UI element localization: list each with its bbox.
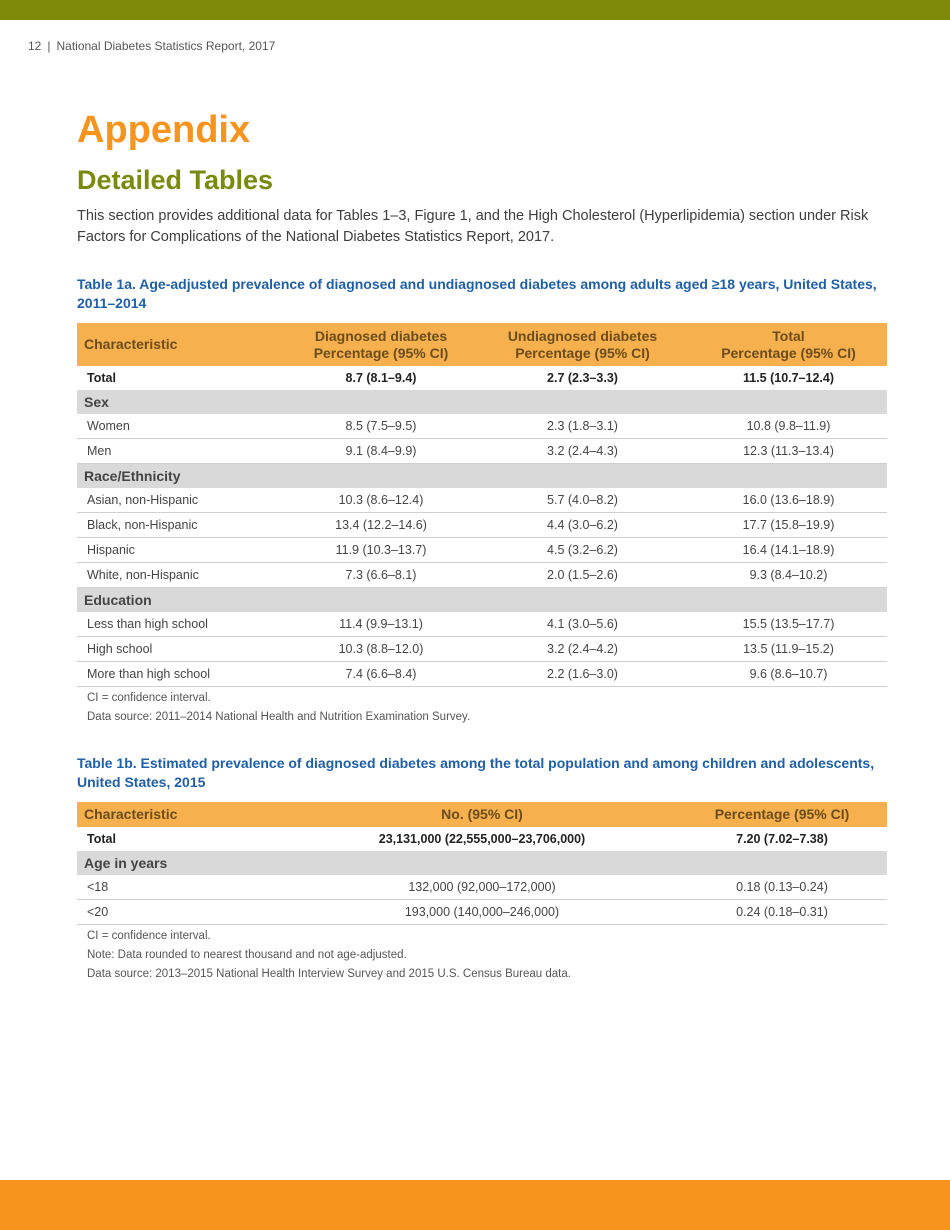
section-label: Age in years xyxy=(77,851,887,875)
header-characteristic: Characteristic xyxy=(77,323,287,366)
table-cell: 11.9 (10.3–13.7) xyxy=(287,538,475,563)
table-cell: 7.4 (6.6–8.4) xyxy=(287,662,475,687)
header-number: No. (95% CI) xyxy=(287,802,677,827)
table-cell: 9.3 (8.4–10.2) xyxy=(690,563,887,588)
table-cell: 9.1 (8.4–9.9) xyxy=(287,439,475,464)
table-note: CI = confidence interval. xyxy=(87,930,211,942)
table-cell: 11.5 (10.7–12.4) xyxy=(742,371,835,385)
table-cell: Less than high school xyxy=(77,612,287,637)
header-diagnosed xyxy=(287,323,475,366)
table-cell: Men xyxy=(77,439,287,464)
table-cell: 16.4 (14.1–18.9) xyxy=(690,538,887,563)
header-total xyxy=(690,323,887,366)
table-row xyxy=(77,439,887,464)
table-cell: High school xyxy=(77,637,287,662)
table-cell: 132,000 (92,000–172,000) xyxy=(287,875,677,900)
section-row-race xyxy=(77,464,887,489)
table-cell: 9.6 (8.6–10.7) xyxy=(690,662,887,687)
table-cell: White, non-Hispanic xyxy=(77,563,287,588)
table-cell: 3.2 (2.4–4.2) xyxy=(475,637,690,662)
table-row xyxy=(77,875,887,900)
table-cell: 0.18 (0.13–0.24) xyxy=(677,875,887,900)
table-row xyxy=(77,612,887,637)
table-cell: Black, non-Hispanic xyxy=(77,513,287,538)
table-cell: 12.3 (11.3–13.4) xyxy=(690,439,887,464)
table-cell: Total xyxy=(87,832,116,846)
table-1b-notes xyxy=(77,927,887,984)
table-note: Data source: 2013–2015 National Health Interview Survey and 2015 U.S. Census Bureau data. xyxy=(87,968,571,980)
table-row xyxy=(77,900,887,925)
table-cell: 13.4 (12.2–14.6) xyxy=(287,513,475,538)
table-1a-notes xyxy=(77,689,887,727)
table-1b xyxy=(77,802,887,925)
table-header-row xyxy=(77,802,887,827)
table-cell: 4.5 (3.2–6.2) xyxy=(475,538,690,563)
table-cell: 193,000 (140,000–246,000) xyxy=(287,900,677,925)
page-title: Appendix xyxy=(77,109,251,151)
header-total-title: Total xyxy=(772,327,805,344)
bottom-color-band xyxy=(0,1180,950,1230)
table-row xyxy=(77,637,887,662)
table-note: CI = confidence interval. xyxy=(87,692,211,704)
section-row-age xyxy=(77,851,887,875)
table-cell: 11.4 (9.9–13.1) xyxy=(287,612,475,637)
table-cell: 13.5 (11.9–15.2) xyxy=(690,637,887,662)
table-cell: Hispanic xyxy=(77,538,287,563)
total-row xyxy=(77,827,887,851)
table-cell: 5.7 (4.0–8.2) xyxy=(475,488,690,513)
table-cell: 7.20 (7.02–7.38) xyxy=(736,832,828,846)
total-row xyxy=(77,366,887,390)
table-row xyxy=(77,563,887,588)
table-cell: 0.24 (0.18–0.31) xyxy=(677,900,887,925)
report-title: National Diabetes Statistics Report, 2017 xyxy=(56,39,276,53)
table-cell: 8.5 (7.5–9.5) xyxy=(287,414,475,439)
table-cell: <18 xyxy=(77,875,287,900)
intro-paragraph: This section provides additional data for Tables 1–3, Figure 1, and the High Cholesterol (Hyperlipidemia) section under Risk Factors for Complications of the National Diabetes Statistics Report, 2017. xyxy=(77,208,869,245)
header-separator: | xyxy=(47,39,51,53)
table-row xyxy=(77,513,887,538)
table-cell: 15.5 (13.5–17.7) xyxy=(690,612,887,637)
page-subtitle: Detailed Tables xyxy=(77,165,274,195)
table-cell: More than high school xyxy=(77,662,287,687)
header-characteristic: Characteristic xyxy=(77,802,287,827)
table-cell: 8.7 (8.1–9.4) xyxy=(345,371,417,385)
table-cell: 4.1 (3.0–5.6) xyxy=(475,612,690,637)
table-cell: 4.4 (3.0–6.2) xyxy=(475,513,690,538)
header-diagnosed-title: Diagnosed diabetes xyxy=(314,327,448,344)
table-1b-caption: Table 1b. Estimated prevalence of diagnosed diabetes among the total population and among children and adolescents, United States, 2015 xyxy=(77,755,875,790)
page-content xyxy=(77,104,887,984)
section-label: Sex xyxy=(77,390,887,414)
table-cell: 2.7 (2.3–3.3) xyxy=(547,371,618,385)
table-note: Note: Data rounded to nearest thousand and not age-adjusted. xyxy=(87,949,407,961)
table-cell: 7.3 (6.6–8.1) xyxy=(287,563,475,588)
table-1a-caption: Table 1a. Age-adjusted prevalence of diagnosed and undiagnosed diabetes among adults aged ≥18 years, United States, 2011–2014 xyxy=(77,276,877,311)
table-1a xyxy=(77,323,887,687)
table-row xyxy=(77,538,887,563)
table-cell: 10.3 (8.8–12.0) xyxy=(287,637,475,662)
table-cell: 2.3 (1.8–3.1) xyxy=(475,414,690,439)
section-label: Race/Ethnicity xyxy=(77,464,887,489)
header-total-sub: Percentage (95% CI) xyxy=(721,344,856,361)
section-row-education xyxy=(77,588,887,613)
table-cell: <20 xyxy=(77,900,287,925)
header-diagnosed-sub: Percentage (95% CI) xyxy=(313,344,449,361)
table-row xyxy=(77,414,887,439)
top-color-band xyxy=(0,0,950,20)
page-number: 12 xyxy=(28,39,42,53)
table-cell: 2.0 (1.5–2.6) xyxy=(475,563,690,588)
header-undiagnosed xyxy=(475,323,690,366)
table-cell: Asian, non-Hispanic xyxy=(77,488,287,513)
section-label: Education xyxy=(77,588,887,613)
section-row-sex xyxy=(77,390,887,414)
table-row xyxy=(77,662,887,687)
table-cell: 3.2 (2.4–4.3) xyxy=(475,439,690,464)
header-undiagnosed-sub: Percentage (95% CI) xyxy=(515,344,650,361)
header-percentage: Percentage (95% CI) xyxy=(677,802,887,827)
table-cell: 10.3 (8.6–12.4) xyxy=(287,488,475,513)
table-cell: Women xyxy=(77,414,287,439)
running-header xyxy=(28,39,275,53)
table-cell: Total xyxy=(87,371,116,385)
table-cell: 17.7 (15.8–19.9) xyxy=(690,513,887,538)
header-undiagnosed-title: Undiagnosed diabetes xyxy=(507,327,658,344)
table-cell: 16.0 (13.6–18.9) xyxy=(690,488,887,513)
table-header-row xyxy=(77,323,887,366)
table-cell: 23,131,000 (22,555,000–23,706,000) xyxy=(378,832,586,846)
table-note: Data source: 2011–2014 National Health and Nutrition Examination Survey. xyxy=(87,711,471,723)
table-cell: 2.2 (1.6–3.0) xyxy=(475,662,690,687)
table-row xyxy=(77,488,887,513)
table-cell: 10.8 (9.8–11.9) xyxy=(690,414,887,439)
